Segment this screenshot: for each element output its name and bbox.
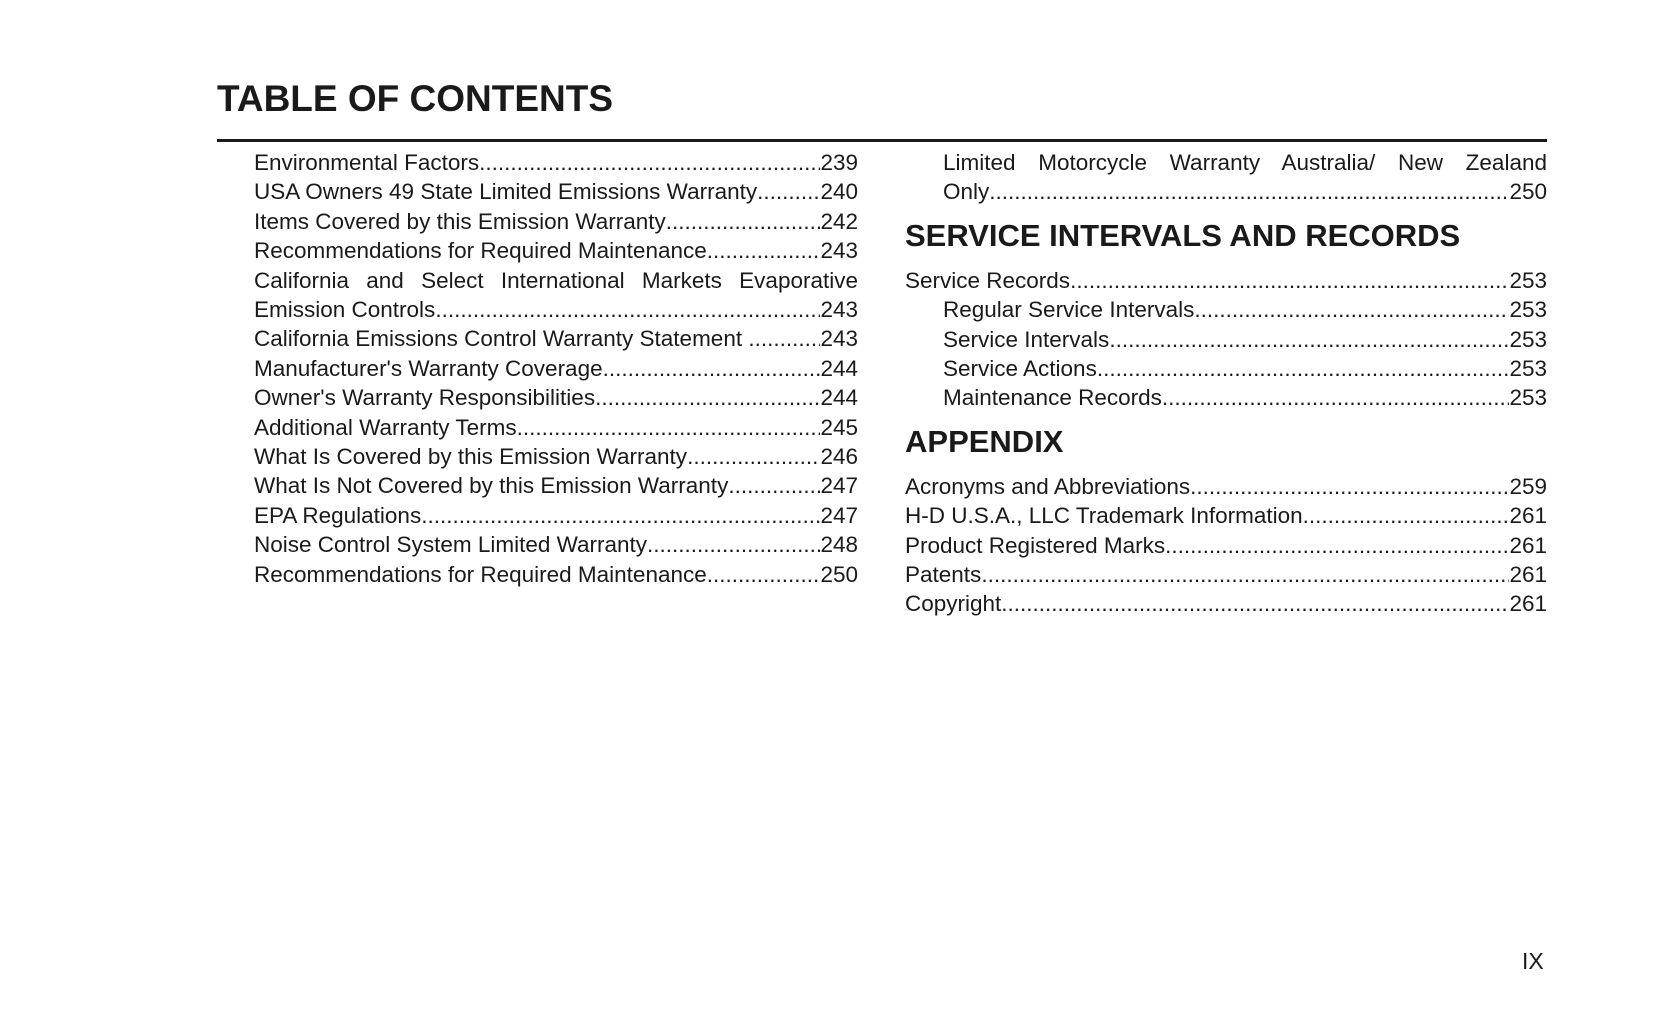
toc-entry-label: Service Intervals: [943, 326, 1110, 352]
toc-entry-label: Product Registered Marks: [905, 532, 1166, 558]
toc-entry[interactable]: [905, 589, 1547, 618]
toc-entry[interactable]: [254, 148, 858, 177]
toc-entry-page: 247: [820, 473, 858, 499]
toc-entry-label: Service Actions: [943, 356, 1097, 382]
toc-entry-label: Recommendations for Required Maintenance: [254, 561, 707, 587]
toc-entry[interactable]: [905, 266, 1547, 295]
toc-entry-label: Recommendations for Required Maintenance: [254, 238, 707, 264]
dot-leader: [1194, 295, 1509, 324]
toc-entry[interactable]: [905, 501, 1547, 530]
dot-leader: [666, 207, 821, 236]
toc-left-column: [254, 148, 858, 589]
toc-entry[interactable]: [905, 472, 1547, 501]
toc-entry-label: What Is Covered by this Emission Warranty: [254, 444, 688, 470]
dot-leader: [989, 177, 1509, 206]
title-rule: [217, 139, 1547, 142]
toc-entry-page: 244: [820, 355, 858, 381]
toc-entry-page: 250: [820, 561, 858, 587]
toc-entry[interactable]: [905, 325, 1547, 354]
dot-leader: [603, 354, 821, 383]
toc-entry-label: USA Owners 49 State Limited Emissions Warranty: [254, 179, 758, 205]
toc-entry-label: Acronyms and Abbreviations: [905, 473, 1191, 499]
toc-entry-page: 243: [820, 326, 858, 352]
toc-entry-label: Items Covered by this Emission Warranty: [254, 208, 666, 234]
toc-entry[interactable]: [905, 560, 1547, 589]
dot-leader: [479, 148, 820, 177]
toc-entry[interactable]: [254, 560, 858, 589]
toc-entry-label: Regular Service Intervals: [943, 297, 1195, 323]
dot-leader: [981, 560, 1509, 589]
dot-leader: [647, 530, 820, 559]
toc-entry-page: 253: [1509, 385, 1547, 411]
dot-leader: [435, 295, 820, 324]
dot-leader: [517, 413, 821, 442]
toc-entry[interactable]: [254, 383, 858, 412]
toc-entry[interactable]: [254, 177, 858, 206]
toc-entry[interactable]: [254, 442, 858, 471]
toc-entry-page: 253: [1509, 297, 1547, 323]
toc-entry-page: 261: [1509, 562, 1547, 588]
toc-entry-label: Copyright: [905, 591, 1002, 617]
toc-entry[interactable]: [905, 295, 1547, 324]
toc-entry[interactable]: [254, 207, 858, 236]
toc-entry[interactable]: [254, 530, 858, 559]
dot-leader: [1001, 589, 1509, 618]
dot-leader: [1070, 266, 1509, 295]
toc-entry-page: 244: [820, 385, 858, 411]
toc-entry[interactable]: [254, 236, 858, 265]
toc-entry-page: 248: [820, 532, 858, 558]
dot-leader: [1097, 354, 1510, 383]
toc-entry-page: 261: [1509, 503, 1547, 529]
toc-entry[interactable]: [905, 177, 1547, 206]
toc-entry-label: Maintenance Records: [943, 385, 1162, 411]
page-number: IX: [1522, 948, 1544, 974]
toc-entry-label: EPA Regulations: [254, 502, 422, 528]
dot-leader: [1109, 325, 1509, 354]
dot-leader: [748, 324, 820, 353]
toc-entry-label: Patents: [905, 562, 982, 588]
toc-entry-line1[interactable]: Limited Motorcycle Warranty Australia/ New Zealand: [943, 150, 1547, 175]
toc-entry-page: 243: [820, 238, 858, 264]
section-heading-appendix: APPENDIX: [905, 423, 1064, 459]
dot-leader: [421, 501, 820, 530]
toc-entry-label: Additional Warranty Terms: [254, 414, 517, 440]
page-title: TABLE OF CONTENTS: [217, 78, 614, 119]
toc-entry[interactable]: [254, 413, 858, 442]
toc-entry[interactable]: [254, 295, 858, 324]
dot-leader: [1190, 472, 1509, 501]
toc-entry-page: 253: [1509, 267, 1547, 293]
toc-entry-page: 246: [820, 444, 858, 470]
toc-entry-page: 259: [1509, 473, 1547, 499]
toc-entry-page: 261: [1509, 532, 1547, 558]
toc-entry-line1[interactable]: California and Select International Markets Evaporative: [254, 267, 858, 293]
dot-leader: [687, 442, 820, 471]
toc-entry-page: 239: [820, 150, 858, 175]
toc-entry-page: 250: [1509, 179, 1547, 205]
toc-entry[interactable]: [254, 501, 858, 530]
toc-entry[interactable]: [254, 471, 858, 500]
dot-leader: [1162, 383, 1510, 412]
toc-entry[interactable]: [905, 383, 1547, 412]
toc-entry-page: 247: [820, 502, 858, 528]
toc-entry-page: 240: [820, 179, 858, 205]
dot-leader: [595, 383, 820, 412]
toc-entry-page: 261: [1509, 591, 1547, 617]
toc-right-column: [905, 148, 1547, 619]
toc-entry-label: California Emissions Control Warranty Statement: [254, 326, 749, 352]
toc-entry-label: What Is Not Covered by this Emission Warranty: [254, 473, 729, 499]
dot-leader: [728, 471, 820, 500]
toc-entry-label: Noise Control System Limited Warranty: [254, 532, 648, 558]
dot-leader: [1165, 531, 1509, 560]
toc-entry-label: Owner's Warranty Responsibilities: [254, 385, 596, 411]
toc-entry-page: 242: [820, 208, 858, 234]
toc-entry-page: 253: [1509, 356, 1547, 382]
dot-leader: [1303, 501, 1510, 530]
toc-entry[interactable]: [254, 354, 858, 383]
toc-entry-label: Manufacturer's Warranty Coverage: [254, 355, 603, 381]
toc-entry-label: Service Records: [905, 267, 1071, 293]
dot-leader: [757, 177, 820, 206]
toc-entry-label: Emission Controls: [254, 297, 436, 323]
dot-leader: [707, 236, 821, 265]
dot-leader: [707, 560, 821, 589]
toc-entry[interactable]: [905, 354, 1547, 383]
toc-entry[interactable]: [254, 324, 858, 353]
section-heading-service: SERVICE INTERVALS AND RECORDS: [905, 217, 1461, 253]
toc-entry-page: 245: [820, 414, 858, 440]
toc-entry-label: H-D U.S.A., LLC Trademark Information: [905, 503, 1303, 529]
toc-entry-page: 243: [820, 297, 858, 323]
toc-entry-page: 253: [1509, 326, 1547, 352]
toc-entry-label: Environmental Factors: [254, 150, 480, 175]
toc-entry-label: Only: [943, 179, 990, 205]
toc-entry[interactable]: [905, 531, 1547, 560]
